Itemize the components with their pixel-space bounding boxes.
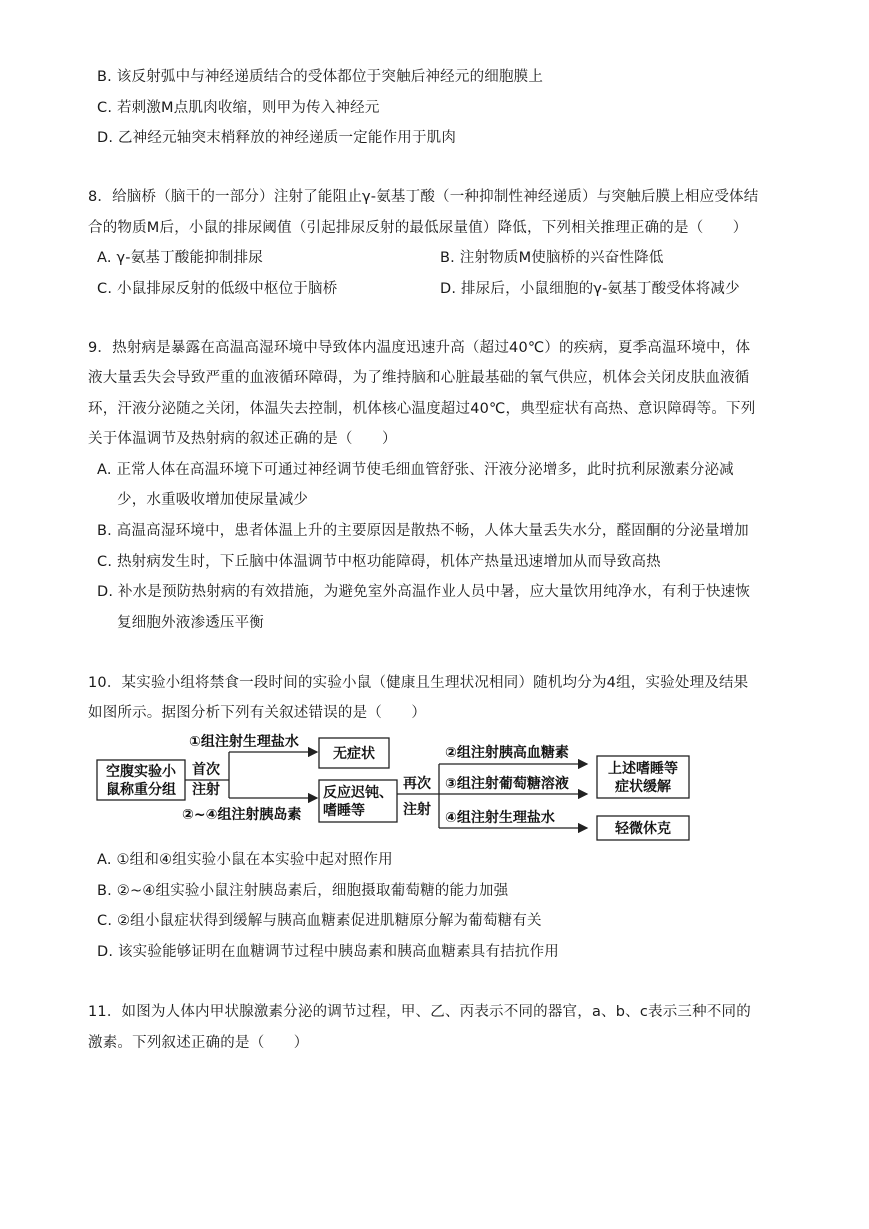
q9-option-b: B. 高温高湿环境中，患者体温上升的主要原因是散热不畅，人体大量丢失水分，醛固酮的分泌量增加 (97, 523, 749, 539)
q10-option-a: A. ①组和④组实验小鼠在本实验中起对照作用 (97, 852, 393, 868)
q7-option-b: B. 该反射弧中与神经递质结合的受体都位于突触后神经元的细胞膜上 (97, 69, 544, 85)
q11-stem-line1: 11．如图为人体内甲状腺激素分泌的调节过程，甲、乙、丙表示不同的器官，a、b、c表示三种不同的 (88, 1004, 751, 1020)
second-injection-label-line1: 再次 (403, 776, 431, 792)
start-box-line2: 鼠称重分组 (106, 782, 176, 798)
q8-option-a: A. γ-氨基丁酸能抑制排尿 (97, 250, 263, 266)
shock-text: 轻微休克 (615, 821, 671, 837)
q9-stem-line1: 9．热射病是暴露在高温高湿环境中导致体内温度迅速升高（超过40℃）的疾病，夏季高温环境中，体 (88, 340, 751, 356)
first-injection-label-line2: 注射 (192, 782, 220, 798)
q10-option-d: D. 该实验能够证明在血糖调节过程中胰岛素和胰高血糖素具有拮抗作用 (97, 944, 559, 960)
q9-option-d-line1: D. 补水是预防热射病的有效措施，为避免室外高温作业人员中暑，应大量饮用纯净水，有利于快速恢 (97, 584, 751, 600)
group3-glucose-label: ③组注射葡萄糖溶液 (445, 776, 569, 792)
q9-option-a-line2: 少，水重吸收增加使尿量减少 (117, 492, 309, 508)
experiment-flow-diagram (95, 730, 695, 845)
reaction-line2: 嗜睡等 (323, 803, 365, 819)
q9-stem-line4: 关于体温调节及热射病的叙述正确的是（ ） (88, 431, 397, 447)
group1-saline-label: ①组注射生理盐水 (189, 734, 299, 750)
group2-glucagon-label: ②组注射胰高血糖素 (445, 745, 569, 761)
no-symptom-text: 无症状 (333, 746, 375, 762)
q10-stem-line1: 10．某实验小组将禁食一段时间的实验小鼠（健康且生理状况相同）随机均分为4组，实验处理及结果 (88, 675, 749, 691)
q8-option-d: D. 排尿后，小鼠细胞的γ-氨基丁酸受体将减少 (440, 281, 740, 297)
q8-stem-line2: 合的物质M后，小鼠的排尿阈值（引起排尿反射的最低尿量值）降低，下列相关推理正确的是（ ） (88, 220, 748, 236)
q9-stem-line3: 环，汗液分泌随之关闭，体温失去控制，机体核心温度超过40℃，典型症状有高热、意识障碍等。下列 (88, 401, 756, 417)
q10-option-c: C. ②组小鼠症状得到缓解与胰高血糖素促进肌糖原分解为葡萄糖有关 (97, 913, 542, 929)
reaction-line1: 反应迟钝、 (323, 785, 393, 801)
q9-option-c: C. 热射病发生时，下丘脑中体温调节中枢功能障碍，机体产热量迅速增加从而导致高热 (97, 554, 661, 570)
q7-option-d: D. 乙神经元轴突末梢释放的神经递质一定能作用于肌肉 (97, 130, 457, 146)
relief-line2: 症状缓解 (615, 779, 671, 795)
q10-option-b: B. ②~④组实验小鼠注射胰岛素后，细胞摄取葡萄糖的能力加强 (97, 883, 509, 899)
group4-saline-label: ④组注射生理盐水 (445, 810, 555, 826)
q7-option-c: C. 若刺激M点肌肉收缩，则甲为传入神经元 (97, 100, 380, 116)
q11-stem-line2: 激素。下列叙述正确的是（ ） (88, 1035, 309, 1051)
q9-option-a-line1: A. 正常人体在高温环境下可通过神经调节使毛细血管舒张、汗液分泌增多，此时抗利尿激素分泌减 (97, 462, 734, 478)
first-injection-label-line1: 首次 (192, 762, 220, 778)
second-injection-label-line2: 注射 (403, 802, 431, 818)
q8-option-b: B. 注射物质M使脑桥的兴奋性降低 (440, 250, 664, 266)
relief-line1: 上述嗜睡等 (608, 761, 678, 777)
q8-option-c: C. 小鼠排尿反射的低级中枢位于脑桥 (97, 281, 338, 297)
q8-stem-line1: 8．给脑桥（脑干的一部分）注射了能阻止γ-氨基丁酸（一种抑制性神经递质）与突触后膜上相应受体结 (88, 189, 759, 205)
start-box-line1: 空腹实验小 (106, 764, 176, 780)
groups2-4-insulin-label: ②~④组注射胰岛素 (182, 807, 302, 823)
q9-stem-line2: 液大量丢失会导致严重的血液循环障碍，为了维持脑和心脏最基础的氧气供应，机体会关闭皮肤血液循 (88, 370, 750, 386)
q10-stem-line2: 如图所示。据图分析下列有关叙述错误的是（ ） (88, 705, 427, 721)
q9-option-d-line2: 复细胞外液渗透压平衡 (117, 615, 264, 631)
